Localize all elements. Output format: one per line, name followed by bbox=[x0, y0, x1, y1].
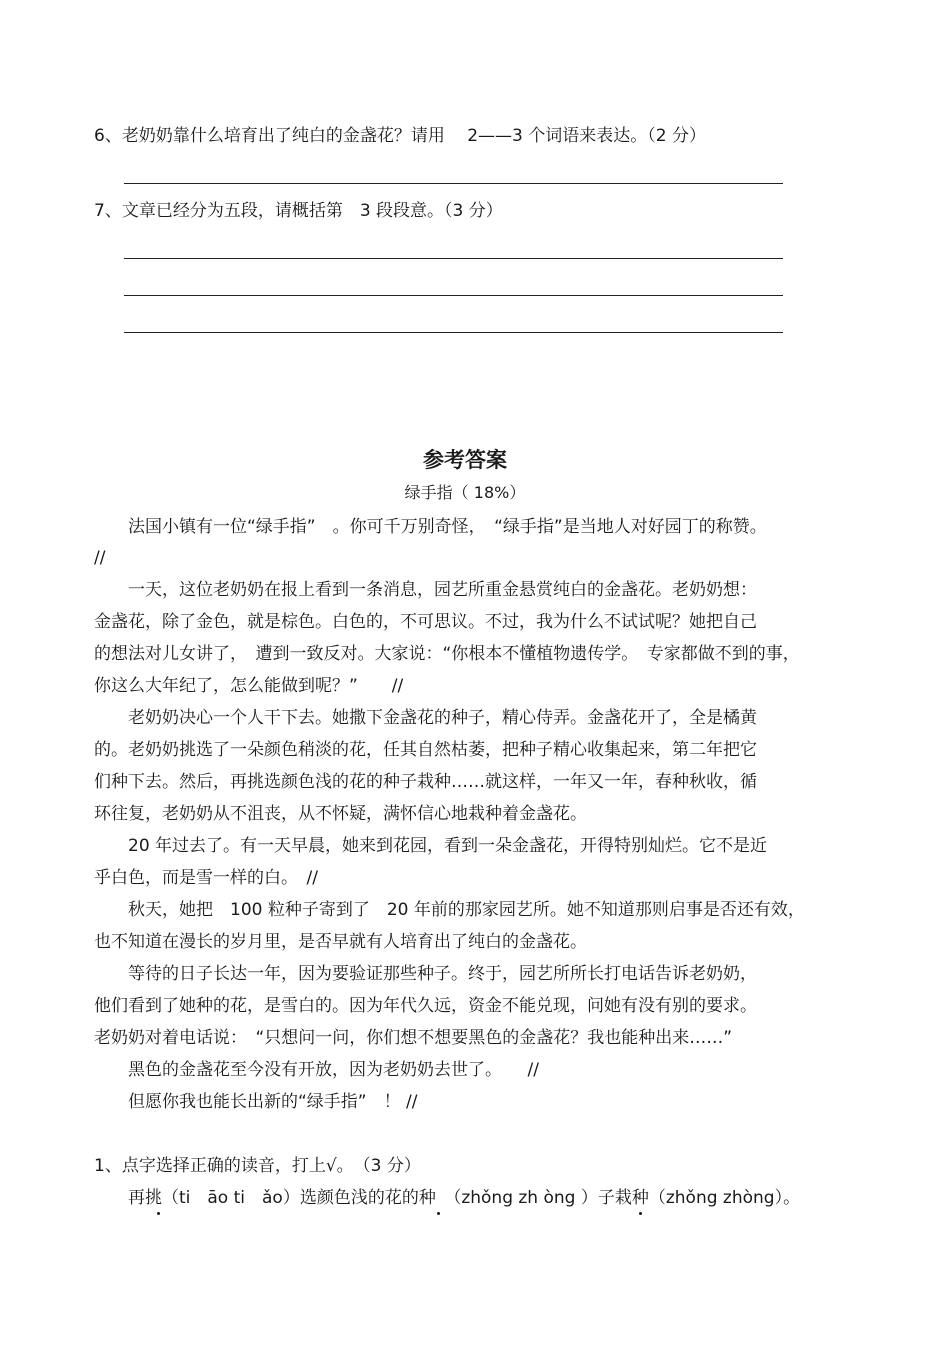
passage-line: 等待的日子长达一年，因为要验证那些种子。终于，园艺所所长打电话告诉老奶奶， bbox=[94, 964, 757, 984]
passage-line: 的想法对儿女讲了， 遭到一致反对。大家说：“你根本不懂植物遗传学。 专家都做不到的事， bbox=[94, 644, 800, 664]
passage-line: 20 年过去了。有一天早晨，她来到花园，看到一朵金盏花，开得特别灿烂。它不是近 bbox=[94, 836, 768, 856]
passage-line: 他们看到了她种的花，是雪白的。因为年代久远，资金不能兑现，问她有没有别的要求。 bbox=[94, 996, 757, 1016]
passage-line: 你这么大年纪了，怎么能做到呢？” // bbox=[94, 676, 404, 696]
passage-line: 乎白色，而是雪一样的白。 // bbox=[94, 868, 318, 888]
answers-heading: 参考答案 bbox=[423, 448, 507, 472]
passage-line: 一天，这位老奶奶在报上看到一条消息，园艺所重金悬赏纯白的金盏花。老奶奶想： bbox=[94, 580, 757, 600]
answer-line bbox=[124, 183, 783, 184]
passage-line: // bbox=[94, 548, 106, 568]
passage-line: 但愿你我也能长出新的“绿手指” ！ // bbox=[94, 1092, 418, 1112]
passage-line: 的。老奶奶挑选了一朵颜色稍淡的花，任其自然枯萎，把种子精心收集起来，第二年把它 bbox=[94, 740, 757, 760]
emphasis-dot bbox=[437, 1212, 440, 1215]
emphasis-dot bbox=[157, 1212, 160, 1215]
passage-line: 也不知道在漫长的岁月里，是否早就有人培育出了纯白的金盏花。 bbox=[94, 932, 587, 952]
passage-line: 老奶奶对着电话说： “只想问一问，你们想不想要黑色的金盏花？我也能种出来……” bbox=[94, 1028, 733, 1048]
answer-line bbox=[124, 332, 783, 333]
passage-line: 黑色的金盏花至今没有开放，因为老奶奶去世了。 // bbox=[94, 1060, 539, 1080]
answer-question-1: 1、点字选择正确的读音，打上√。 （3 分） bbox=[94, 1156, 421, 1176]
passage-line: 法国小镇有一位“绿手指” 。你可千万别奇怪， “绿手指”是当地人对好园丁的称赞。 bbox=[94, 517, 767, 537]
answer-question-1-sentence: 再挑（ti āo ti ǎo）选颜色浅的花的种 （zhǒng zh òng ）子栽种（zhǒng zhòng）。 bbox=[94, 1188, 801, 1208]
question-6: 6、老奶奶靠什么培育出了纯白的金盏花？请用 2——3 个词语来表达。（2 分） bbox=[94, 126, 706, 146]
passage-line: 环往复，老奶奶从不沮丧，从不怀疑，满怀信心地栽种着金盏花。 bbox=[94, 804, 587, 824]
answer-line bbox=[124, 295, 783, 296]
emphasis-dot bbox=[639, 1212, 642, 1215]
passage-line: 金盏花，除了金色，就是棕色。白色的，不可思议。不过，我为什么不试试呢？她把自己 bbox=[94, 612, 757, 632]
passage-title: 绿手指（ 18%） bbox=[404, 483, 526, 502]
passage-line: 老奶奶决心一个人干下去。她撒下金盏花的种子，精心侍弄。金盏花开了，全是橘黄 bbox=[94, 708, 757, 728]
question-7: 7、文章已经分为五段，请概括第 3 段段意。（3 分） bbox=[94, 201, 503, 221]
passage-line: 们种下去。然后，再挑选颜色浅的花的种子栽种……就这样，一年又一年，春种秋收，循 bbox=[94, 772, 757, 792]
answer-line bbox=[124, 258, 783, 259]
passage-line: 秋天，她把 100 粒种子寄到了 20 年前的那家园艺所。她不知道那则启事是否还有效， bbox=[94, 900, 805, 920]
